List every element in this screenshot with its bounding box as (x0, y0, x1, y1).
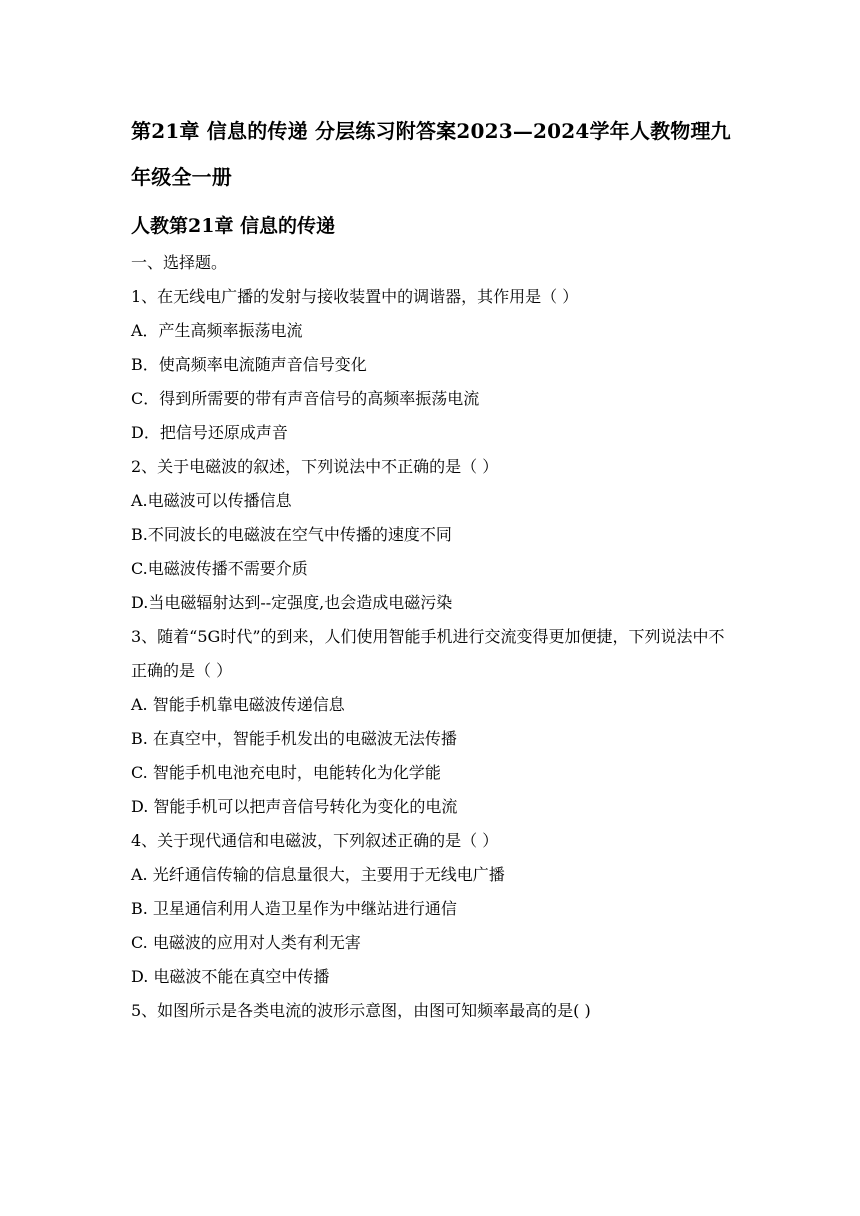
question-3-option-d: D. 智能手机可以把声音信号转化为变化的电流 (131, 797, 458, 816)
question-3-stem: 3、随着“5G时代”的到来，人们使用智能手机进行交流变得更加便捷，下列说法中不正确的是（ ） (131, 627, 725, 680)
question-2-option-c: C.电磁波传播不需要介质 (131, 559, 308, 578)
question-2-option-d: D.当电磁辐射达到--定强度,也会造成电磁污染 (131, 593, 453, 612)
question-5-stem: 5、如图所示是各类电流的波形示意图，由图可知频率最高的是( ) (131, 1001, 591, 1020)
question-3-option-c: C. 智能手机电池充电时，电能转化为化学能 (131, 763, 441, 782)
question-4-option-a: A. 光纤通信传输的信息量很大，主要用于无线电广播 (131, 865, 505, 884)
question-1-option-d: D．把信号还原成声音 (131, 423, 288, 442)
question-1-option-a: A．产生高频率振荡电流 (131, 321, 303, 340)
question-4-option-b: B. 卫星通信利用人造卫星作为中继站进行通信 (131, 899, 457, 918)
question-1-option-c: C．得到所需要的带有声音信号的高频率振荡电流 (131, 389, 480, 408)
question-4-option-d: D. 电磁波不能在真空中传播 (131, 967, 330, 986)
question-2-stem: 2、关于电磁波的叙述，下列说法中不正确的是（ ） (131, 457, 499, 476)
document-title: 第21章 信息的传递 分层练习附答案2023—2024学年人教物理九年级全一册 (131, 119, 731, 189)
document-content (131, 108, 731, 1028)
question-2-option-b: B.不同波长的电磁波在空气中传播的速度不同 (131, 525, 452, 544)
question-1-stem: 1、在无线电广播的发射与接收装置中的调谐器，其作用是（ ） (131, 287, 579, 306)
question-4-option-c: C. 电磁波的应用对人类有利无害 (131, 933, 361, 952)
question-2-option-a: A.电磁波可以传播信息 (131, 491, 292, 510)
question-4-stem: 4、关于现代通信和电磁波，下列叙述正确的是（ ） (131, 831, 499, 850)
question-3-option-b: B. 在真空中，智能手机发出的电磁波无法传播 (131, 729, 457, 748)
question-3-option-a: A. 智能手机靠电磁波传递信息 (131, 695, 345, 714)
section-heading: 一、选择题。 (131, 253, 228, 272)
chapter-heading: 人教第21章 信息的传递 (131, 215, 336, 237)
question-1-option-b: B．使高频率电流随声音信号变化 (131, 355, 367, 374)
